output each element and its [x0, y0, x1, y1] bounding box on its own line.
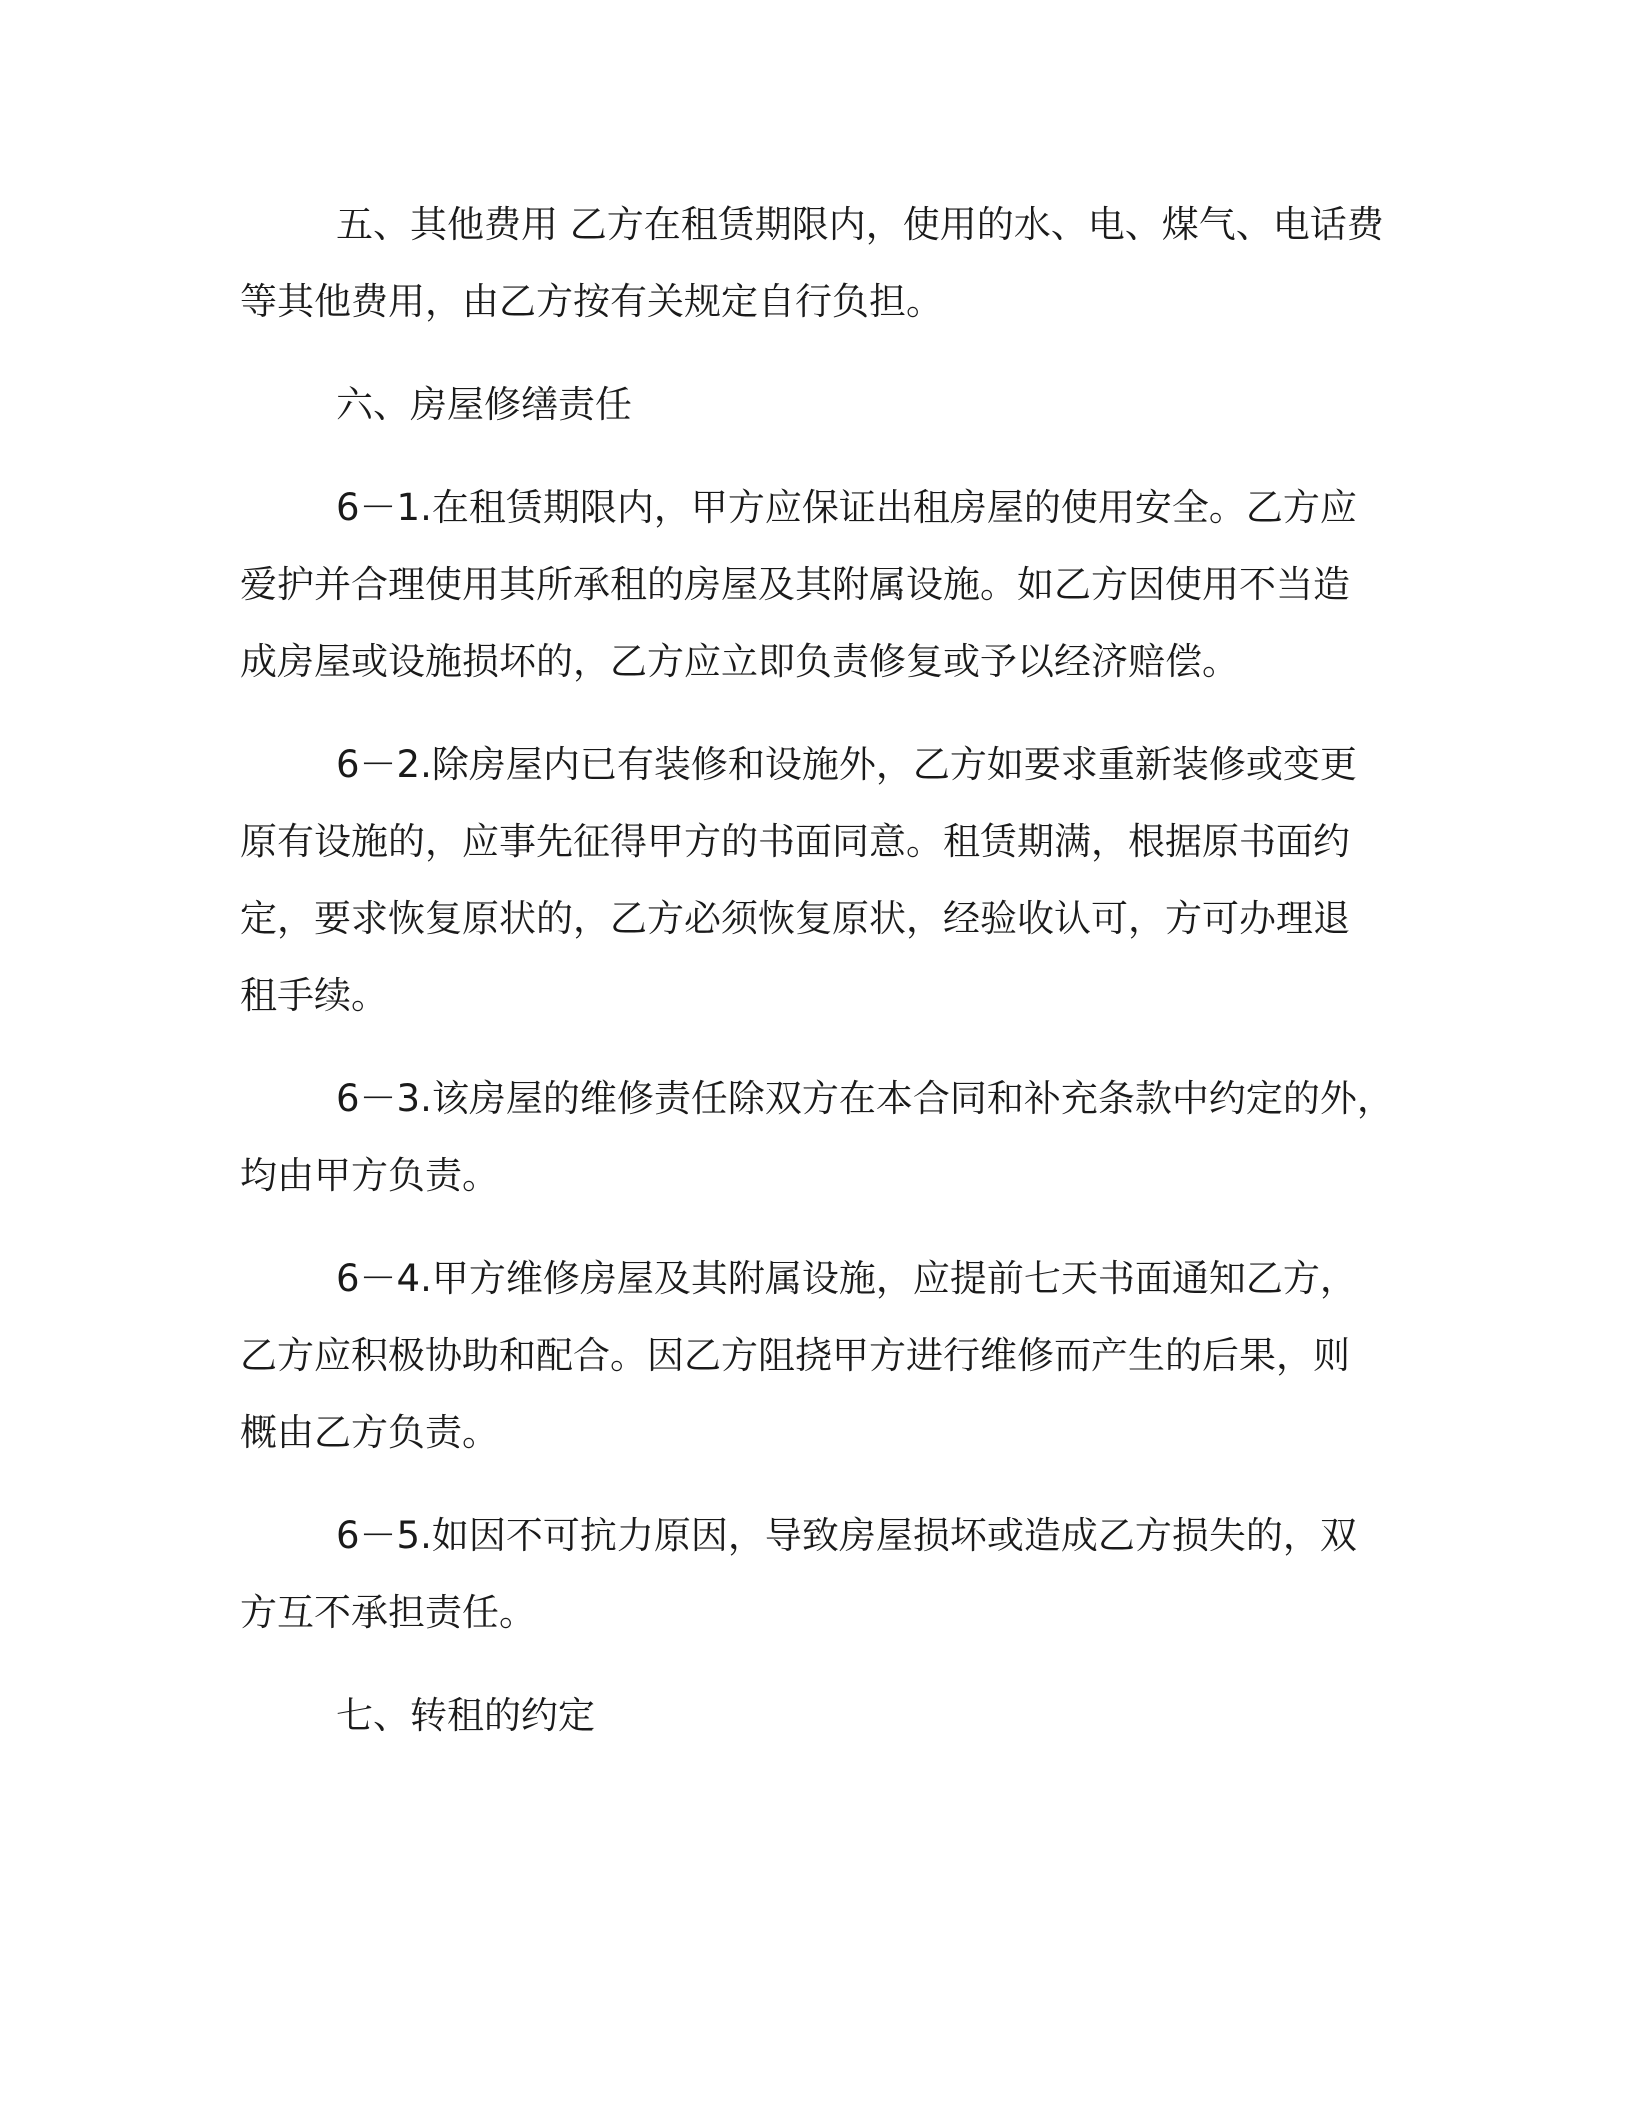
paragraph-line: 6－3.该房屋的维修责任除双方在本合同和补充条款中约定的外， — [336, 1077, 1394, 1120]
paragraph-line: 6－1.在租赁期限内，甲方应保证出租房屋的使用安全。乙方应 — [336, 486, 1357, 529]
document-body — [240, 186, 1394, 1780]
paragraph-line: 定，要求恢复原状的，乙方必须恢复原状，经验收认可，方可办理退 — [240, 897, 1350, 940]
paragraph-line: 6－2.除房屋内已有装修和设施外，乙方如要求重新装修或变更 — [336, 743, 1357, 786]
paragraph-line: 6－4.甲方维修房屋及其附属设施，应提前七天书面通知乙方， — [336, 1257, 1357, 1300]
paragraph-line: 五、其他费用 乙方在租赁期限内，使用的水、电、煤气、电话费 — [336, 203, 1384, 246]
paragraph-line: 概由乙方负责。 — [240, 1411, 499, 1454]
paragraph-line: 成房屋或设施损坏的，乙方应立即负责修复或予以经济赔偿。 — [240, 640, 1239, 683]
paragraph-clause-6-1 — [240, 469, 1390, 700]
paragraph-line: 均由甲方负责。 — [240, 1154, 499, 1197]
section-heading-sublease — [240, 1677, 1390, 1754]
paragraph-clause-6-2 — [240, 726, 1390, 1034]
paragraph-line: 方互不承担责任。 — [240, 1591, 536, 1634]
section-heading-repair-responsibility — [240, 366, 1390, 443]
paragraph-clause-6-4 — [240, 1240, 1390, 1471]
paragraph-line: 爱护并合理使用其所承租的房屋及其附属设施。如乙方因使用不当造 — [240, 563, 1350, 606]
paragraph-line: 等其他费用，由乙方按有关规定自行负担。 — [240, 280, 943, 323]
paragraph-other-fees — [240, 186, 1390, 340]
paragraph-line: 原有设施的，应事先征得甲方的书面同意。租赁期满，根据原书面约 — [240, 820, 1350, 863]
section-heading: 六、房屋修缮责任 — [336, 383, 632, 426]
section-heading: 七、转租的约定 — [336, 1694, 595, 1737]
paragraph-clause-6-3 — [240, 1060, 1394, 1214]
paragraph-line: 租手续。 — [240, 974, 388, 1017]
paragraph-line: 乙方应积极协助和配合。因乙方阻挠甲方进行维修而产生的后果，则 — [240, 1334, 1350, 1377]
paragraph-clause-6-5 — [240, 1497, 1390, 1651]
paragraph-line: 6－5.如因不可抗力原因，导致房屋损坏或造成乙方损失的，双 — [336, 1514, 1357, 1557]
